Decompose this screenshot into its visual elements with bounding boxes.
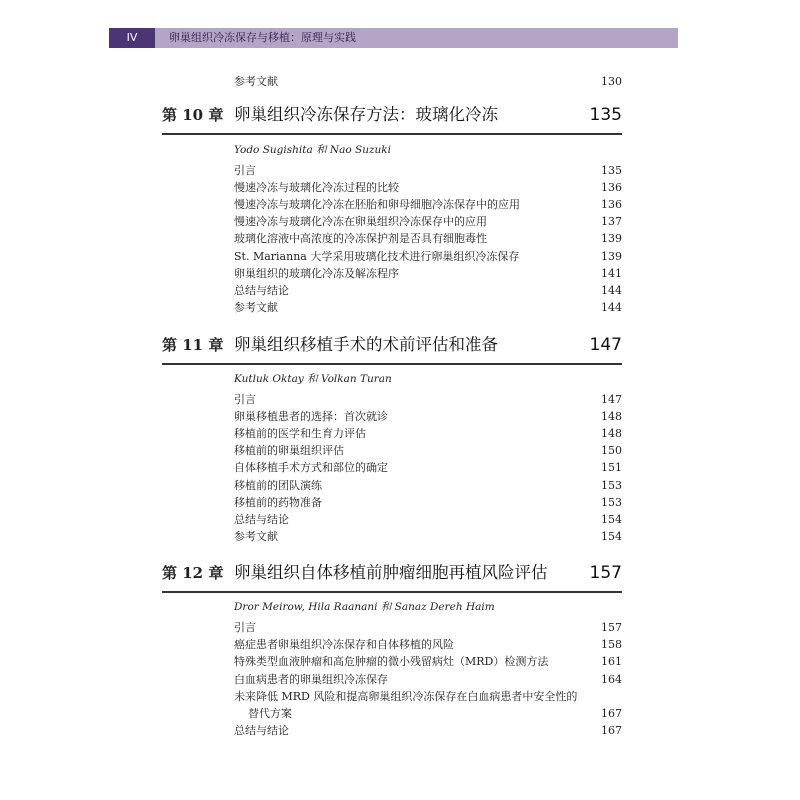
toc-entry-page: 153 [601, 495, 622, 509]
toc-entry-title: 白血病患者的卵巢组织冷冻保存 [234, 672, 388, 686]
toc-entry[interactable] [234, 196, 622, 213]
toc-entry-title: 移植前的团队演练 [234, 478, 322, 492]
toc-entry-page: 153 [601, 478, 622, 492]
toc-entry-page: 147 [601, 393, 622, 406]
toc-entry[interactable] [234, 653, 622, 670]
toc-entry-title: 自体移植手术方式和部位的确定 [234, 461, 388, 475]
toc-entry-title: 玻璃化溶液中高浓度的冷冻保护剂是否具有细胞毒性 [234, 232, 487, 246]
toc-entry[interactable] [234, 511, 622, 528]
toc-entry[interactable] [234, 528, 622, 545]
toc-entry-title: 引言 [234, 621, 256, 634]
chapter-authors: Yodo Sugishita 和 Nao Suzuki [234, 144, 391, 156]
toc-entry-title: 慢速冷冻与玻璃化冷冻在卵巢组织冷冻保存中的应用 [234, 215, 487, 229]
chapter-rule [162, 363, 622, 365]
toc-entry-title: 移植前的卵巢组织评估 [234, 444, 344, 458]
toc-entry-page: 139 [601, 249, 622, 263]
toc-entry-page: 137 [601, 215, 622, 229]
toc-entry-page: 164 [601, 672, 622, 686]
toc-entry-title: 癌症患者卵巢组织冷冻保存和自体移植的风险 [234, 638, 454, 652]
toc-entry[interactable] [234, 459, 622, 476]
toc-entry-title: St. Marianna 大学采用玻璃化技术进行卵巢组织冷冻保存 [234, 249, 520, 263]
toc-entry-title: 移植前的医学和生育力评估 [234, 427, 366, 441]
toc-entry-title: 总结与结论 [234, 724, 289, 738]
toc-entry[interactable] [234, 442, 622, 459]
toc-entry[interactable] [234, 179, 622, 196]
toc-entry[interactable] [234, 425, 622, 442]
toc-entry-title: 慢速冷冻与玻璃化冷冻在胚胎和卵母细胞冷冻保存中的应用 [234, 198, 520, 212]
toc-entry-title-continued: 替代方案 [248, 706, 292, 720]
toc-entry[interactable] [234, 671, 622, 688]
toc-entry-title: 卵巢移植患者的选择：首次就诊 [234, 410, 388, 424]
toc-entry-title: 参考文献 [234, 75, 278, 88]
toc-entry-title: 卵巢组织的玻璃化冷冻及解冻程序 [234, 266, 399, 280]
toc-entry-page: 167 [601, 706, 622, 720]
toc-entry-title: 参考文献 [234, 300, 278, 314]
toc-entry-page: 148 [601, 427, 622, 441]
chapter-authors: Dror Meirow, Hila Raanani 和 Sanaz Dereh Haim [234, 601, 495, 613]
toc-entry[interactable] [234, 477, 622, 494]
toc-entry-title: 总结与结论 [234, 283, 289, 297]
toc-entry-page: 136 [601, 198, 622, 212]
chapter-title[interactable]: 卵巢组织冷冻保存方法：玻璃化冷冻 [234, 105, 498, 124]
toc-entry-title: 引言 [234, 393, 256, 406]
toc-entry-page: 154 [601, 512, 622, 526]
toc-entry[interactable] [234, 299, 622, 316]
toc-entry[interactable] [234, 230, 622, 247]
toc-entry-page: 167 [601, 724, 622, 738]
toc-entry[interactable] [234, 213, 622, 230]
page-number: IV [109, 28, 155, 48]
toc-entry-title: 未来降低 MRD 风险和提高卵巢组织冷冻保存在白血病患者中安全性的 [234, 689, 578, 703]
toc-entry[interactable] [234, 722, 622, 739]
toc-entry[interactable] [234, 391, 622, 408]
toc-entry-title: 参考文献 [234, 529, 278, 543]
toc-entry[interactable] [234, 282, 622, 299]
toc-entry-page: 161 [601, 655, 622, 669]
toc-entry-page: 144 [601, 283, 622, 297]
chapter-label: 第 11 章 [162, 336, 224, 354]
toc-entry-page: 130 [601, 75, 622, 88]
toc-entry-page: 150 [601, 444, 622, 458]
toc-entry-page: 144 [601, 300, 622, 314]
chapter-page: 135 [589, 105, 622, 125]
toc-entry-title: 引言 [234, 164, 256, 177]
chapter-rule [162, 591, 622, 593]
chapter-rule [162, 133, 622, 135]
toc-entry-page: 136 [601, 181, 622, 195]
toc-entry-page: 139 [601, 232, 622, 246]
toc-entry[interactable] [234, 248, 622, 265]
toc-entry-page: 151 [601, 461, 622, 475]
toc-entry-title: 慢速冷冻与玻璃化冷冻过程的比较 [234, 181, 399, 195]
toc-entry-page: 148 [601, 410, 622, 424]
chapter-title[interactable]: 卵巢组织自体移植前肿瘤细胞再植风险评估 [234, 563, 548, 582]
toc-entry[interactable] [234, 265, 622, 282]
toc-entry[interactable] [234, 408, 622, 425]
toc-entry-title: 特殊类型血液肿瘤和高危肿瘤的微小残留病灶（MRD）检测方法 [234, 655, 549, 669]
toc-entry[interactable] [234, 636, 622, 653]
toc-entry-title: 总结与结论 [234, 512, 289, 526]
chapter-label: 第 12 章 [162, 564, 224, 582]
chapter-page: 147 [589, 335, 622, 355]
chapter-label: 第 10 章 [162, 106, 224, 124]
chapter-page: 157 [589, 563, 622, 583]
book-title: 卵巢组织冷冻保存与移植：原理与实践 [169, 31, 356, 44]
toc-entry-title: 移植前的药物准备 [234, 495, 322, 509]
toc-entry[interactable] [234, 688, 622, 722]
toc-entry[interactable] [234, 494, 622, 511]
toc-entry-page: 141 [601, 266, 622, 280]
toc-entry-page: 158 [601, 638, 622, 652]
toc-entry-page: 157 [601, 621, 622, 634]
toc-entry[interactable] [234, 73, 622, 90]
toc-entry[interactable] [234, 619, 622, 636]
toc-entry-page: 154 [601, 529, 622, 543]
chapter-authors: Kutluk Oktay 和 Volkan Turan [234, 373, 392, 385]
toc-entry[interactable] [234, 162, 622, 179]
chapter-title[interactable]: 卵巢组织移植手术的术前评估和准备 [234, 335, 498, 354]
toc-entry-page: 135 [601, 164, 622, 177]
